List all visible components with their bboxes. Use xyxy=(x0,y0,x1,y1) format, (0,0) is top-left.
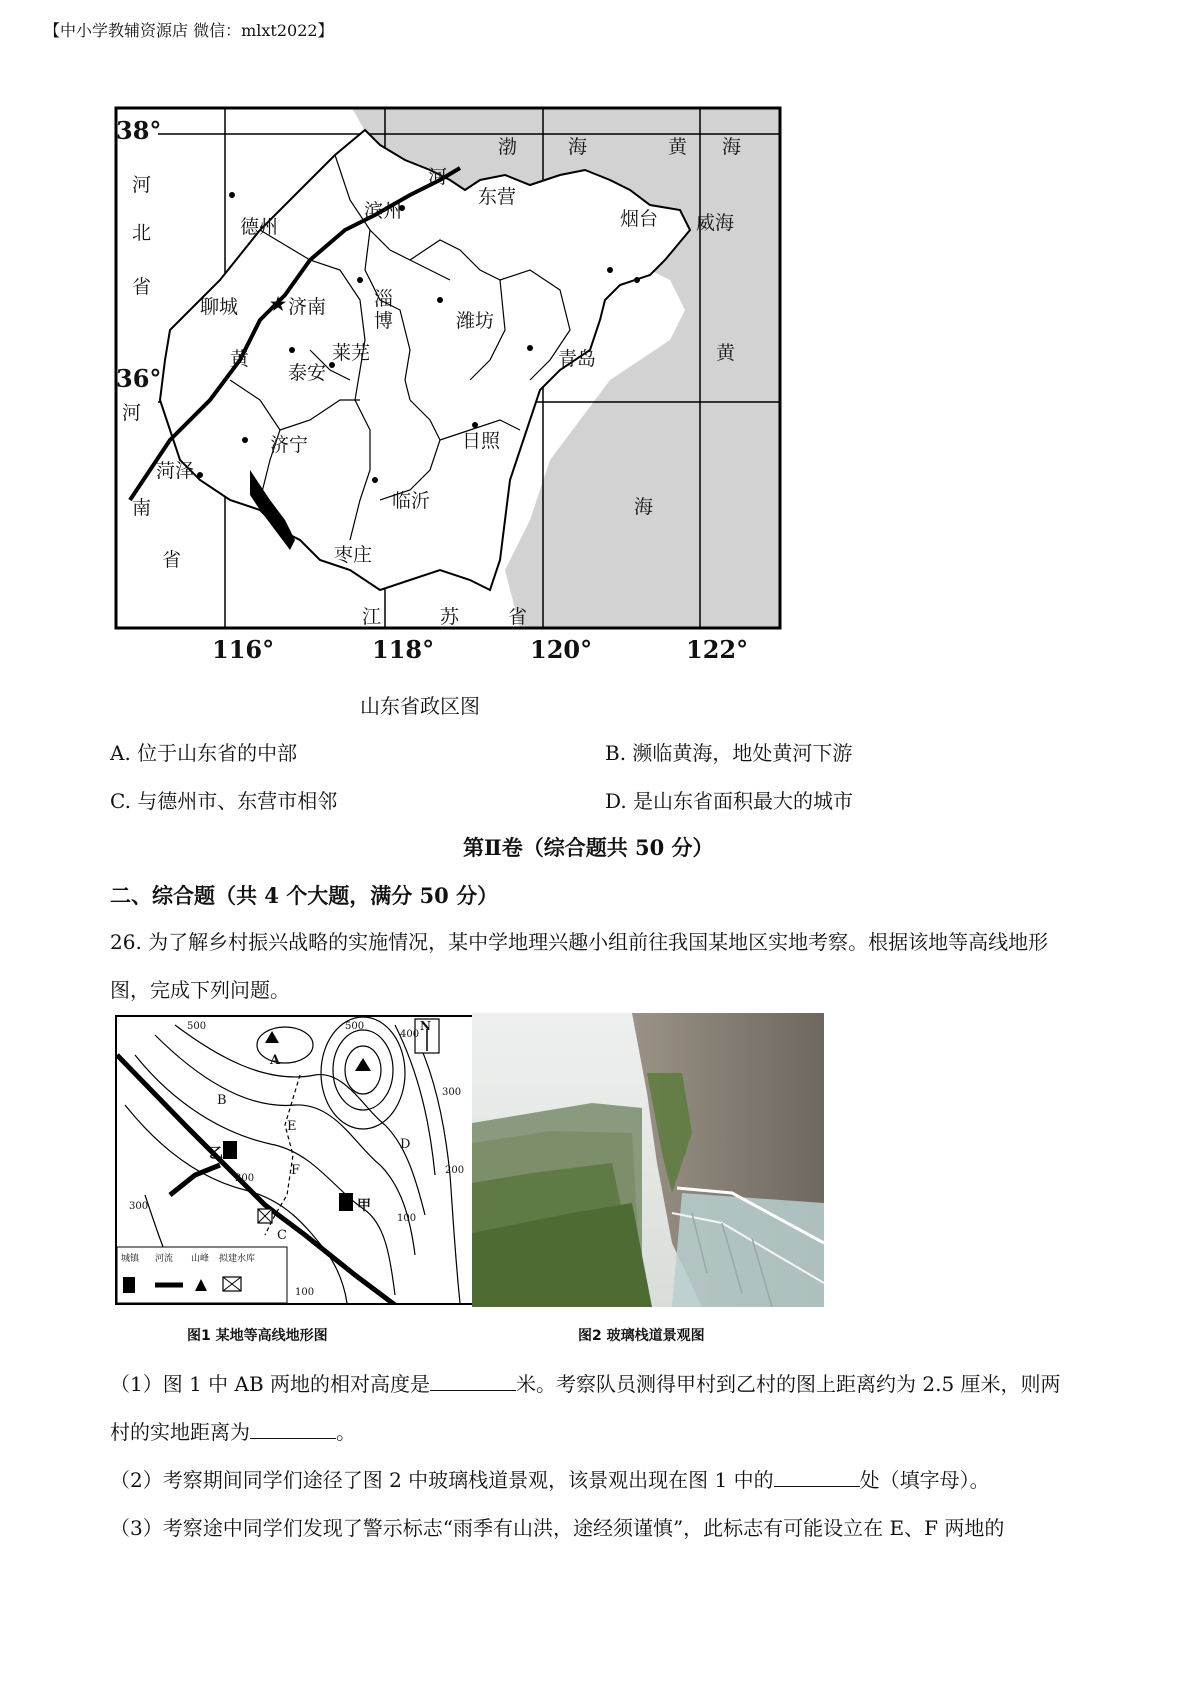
svg-text:★: ★ xyxy=(270,294,287,315)
sea-huanghai-2: 海 xyxy=(722,136,742,158)
contour-200-bottom: 200 xyxy=(235,1173,255,1184)
q26-sub1-text-c: 村的实地距离为 xyxy=(110,1420,250,1444)
section-title: 第Ⅱ卷（综合题共 50 分） xyxy=(463,835,714,860)
city-jining: 济宁 xyxy=(270,434,309,456)
fig2-caption: 图2 玻璃栈道景观图 xyxy=(578,1328,705,1344)
city-jinan: 济南 xyxy=(288,296,327,318)
contour-500-left: 500 xyxy=(187,1021,207,1032)
city-rizhao: 日照 xyxy=(462,430,501,452)
contour-300-right: 300 xyxy=(442,1087,462,1098)
point-f: F xyxy=(291,1163,301,1178)
q26-sub1-text-d: 。 xyxy=(336,1420,356,1444)
q26-intro-line1: 26. 为了解乡村振兴战略的实施情况，某中学地理兴趣小组前往我国某地区实地考察。根据该地等高线地形 xyxy=(110,930,1049,954)
city-linyi: 临沂 xyxy=(392,490,431,512)
city-zaozhuang: 枣庄 xyxy=(334,544,373,566)
answer-blank-2[interactable] xyxy=(250,1418,336,1439)
legend-peak: 山峰 xyxy=(191,1254,210,1264)
region-henan-3: 省 xyxy=(162,549,182,571)
region-jiangsu-1: 江 xyxy=(362,606,382,628)
q26-sub1-line2 xyxy=(110,1414,1100,1450)
point-a: A xyxy=(270,1053,281,1068)
option-d: D. 是山东省面积最大的城市 xyxy=(605,789,854,813)
point-b: B xyxy=(217,1093,227,1108)
lat-label-38: 38° xyxy=(116,116,162,145)
north-arrow: N xyxy=(420,1019,431,1033)
contour-100-bottom: 100 xyxy=(295,1287,315,1298)
option-b: B. 濒临黄海，地处黄河下游 xyxy=(605,741,853,765)
point-d: D xyxy=(400,1137,411,1152)
q26-sub3: （3）考察途中同学们发现了警示标志“雨季有山洪，途经须谨慎”，此标志有可能设立在 E、F 两地的 xyxy=(110,1516,1005,1540)
contour-500-right: 500 xyxy=(345,1021,365,1032)
lng-label-116: 116° xyxy=(212,635,275,664)
city-dongying: 东营 xyxy=(478,186,517,208)
sea-huanghai-1: 黄 xyxy=(668,136,688,158)
option-a: A. 位于山东省的中部 xyxy=(110,741,298,765)
city-yantai: 烟台 xyxy=(620,208,659,230)
sea-huang-right: 黄 xyxy=(716,342,736,364)
city-laiwu: 莱芜 xyxy=(332,342,371,364)
q26-sub2-text-a: （2）考察期间同学们途径了图 2 中玻璃栈道景观，该景观出现在图 1 中的 xyxy=(110,1468,774,1492)
legend-town: 城镇 xyxy=(121,1254,140,1264)
lat-label-36: 36° xyxy=(116,364,162,393)
city-dezhou: 德州 xyxy=(240,216,279,238)
city-taian: 泰安 xyxy=(288,362,327,384)
part-title: 二、综合题（共 4 个大题，满分 50 分） xyxy=(110,883,499,908)
region-hebei-3: 省 xyxy=(132,276,152,298)
shandong-map xyxy=(110,100,790,660)
contour-300-left: 300 xyxy=(129,1201,149,1212)
q26-sub1-text-b: 米。考察队员测得甲村到乙村的图上距离约为 2.5 厘米，则两 xyxy=(516,1372,1061,1396)
river-huang-left: 黄 xyxy=(230,348,250,370)
q26-sub1-line1 xyxy=(110,1366,1100,1402)
point-c: C xyxy=(277,1228,287,1243)
q26-intro-line2: 图，完成下列问题。 xyxy=(110,978,290,1002)
answer-blank-1[interactable] xyxy=(430,1370,516,1391)
city-heze: 菏泽 xyxy=(156,460,195,482)
sea-bohai-2: 海 xyxy=(568,136,588,158)
legend-river: 河流 xyxy=(155,1254,174,1264)
village-jia: 甲 xyxy=(357,1198,371,1214)
contour-400: 400 xyxy=(400,1029,420,1040)
region-henan-1: 河 xyxy=(122,402,142,424)
point-e: E xyxy=(287,1119,297,1134)
region-henan-2: 南 xyxy=(132,497,152,519)
glass-walkway-photo xyxy=(472,1013,824,1307)
contour-100-right: 100 xyxy=(397,1213,417,1224)
region-jiangsu-2: 苏 xyxy=(440,606,460,628)
q26-sub2-text-b: 处（填字母）。 xyxy=(859,1468,990,1492)
q26-sub2 xyxy=(110,1462,1100,1498)
village-yi: 乙 xyxy=(209,1146,223,1162)
contour-200-right: 200 xyxy=(445,1165,465,1176)
city-binzhou: 滨州 xyxy=(364,200,403,222)
lng-label-120: 120° xyxy=(530,635,593,664)
map-graphic xyxy=(110,100,790,660)
region-hebei-2: 北 xyxy=(132,222,152,244)
map-caption: 山东省政区图 xyxy=(360,694,480,718)
option-c: C. 与德州市、东营市相邻 xyxy=(110,789,338,813)
river-he-top: 河 xyxy=(428,166,448,188)
city-zibo: 淄博 xyxy=(374,288,394,332)
sea-bohai-1: 渤 xyxy=(498,136,518,158)
lng-label-118: 118° xyxy=(372,635,435,664)
city-qingdao: 青岛 xyxy=(558,348,597,370)
city-weifang: 潍坊 xyxy=(456,310,495,332)
photo-graphic xyxy=(472,1013,824,1307)
region-jiangsu-3: 省 xyxy=(508,606,528,628)
sea-hai: 海 xyxy=(634,496,654,518)
contour-map-figure xyxy=(115,1015,475,1305)
legend-reservoir: 拟建水库 xyxy=(219,1254,256,1264)
fig1-caption: 图1 某地等高线地形图 xyxy=(187,1328,328,1344)
answer-blank-3[interactable] xyxy=(774,1466,860,1487)
lng-label-122: 122° xyxy=(686,635,749,664)
region-hebei-1: 河 xyxy=(132,174,152,196)
city-weihai: 威海 xyxy=(696,212,735,234)
q26-sub1-text-a: （1）图 1 中 AB 两地的相对高度是 xyxy=(110,1372,431,1396)
header-watermark: 【中小学教辅资源店 微信：mlxt2022】 xyxy=(44,21,334,40)
city-liaocheng: 聊城 xyxy=(200,296,239,318)
